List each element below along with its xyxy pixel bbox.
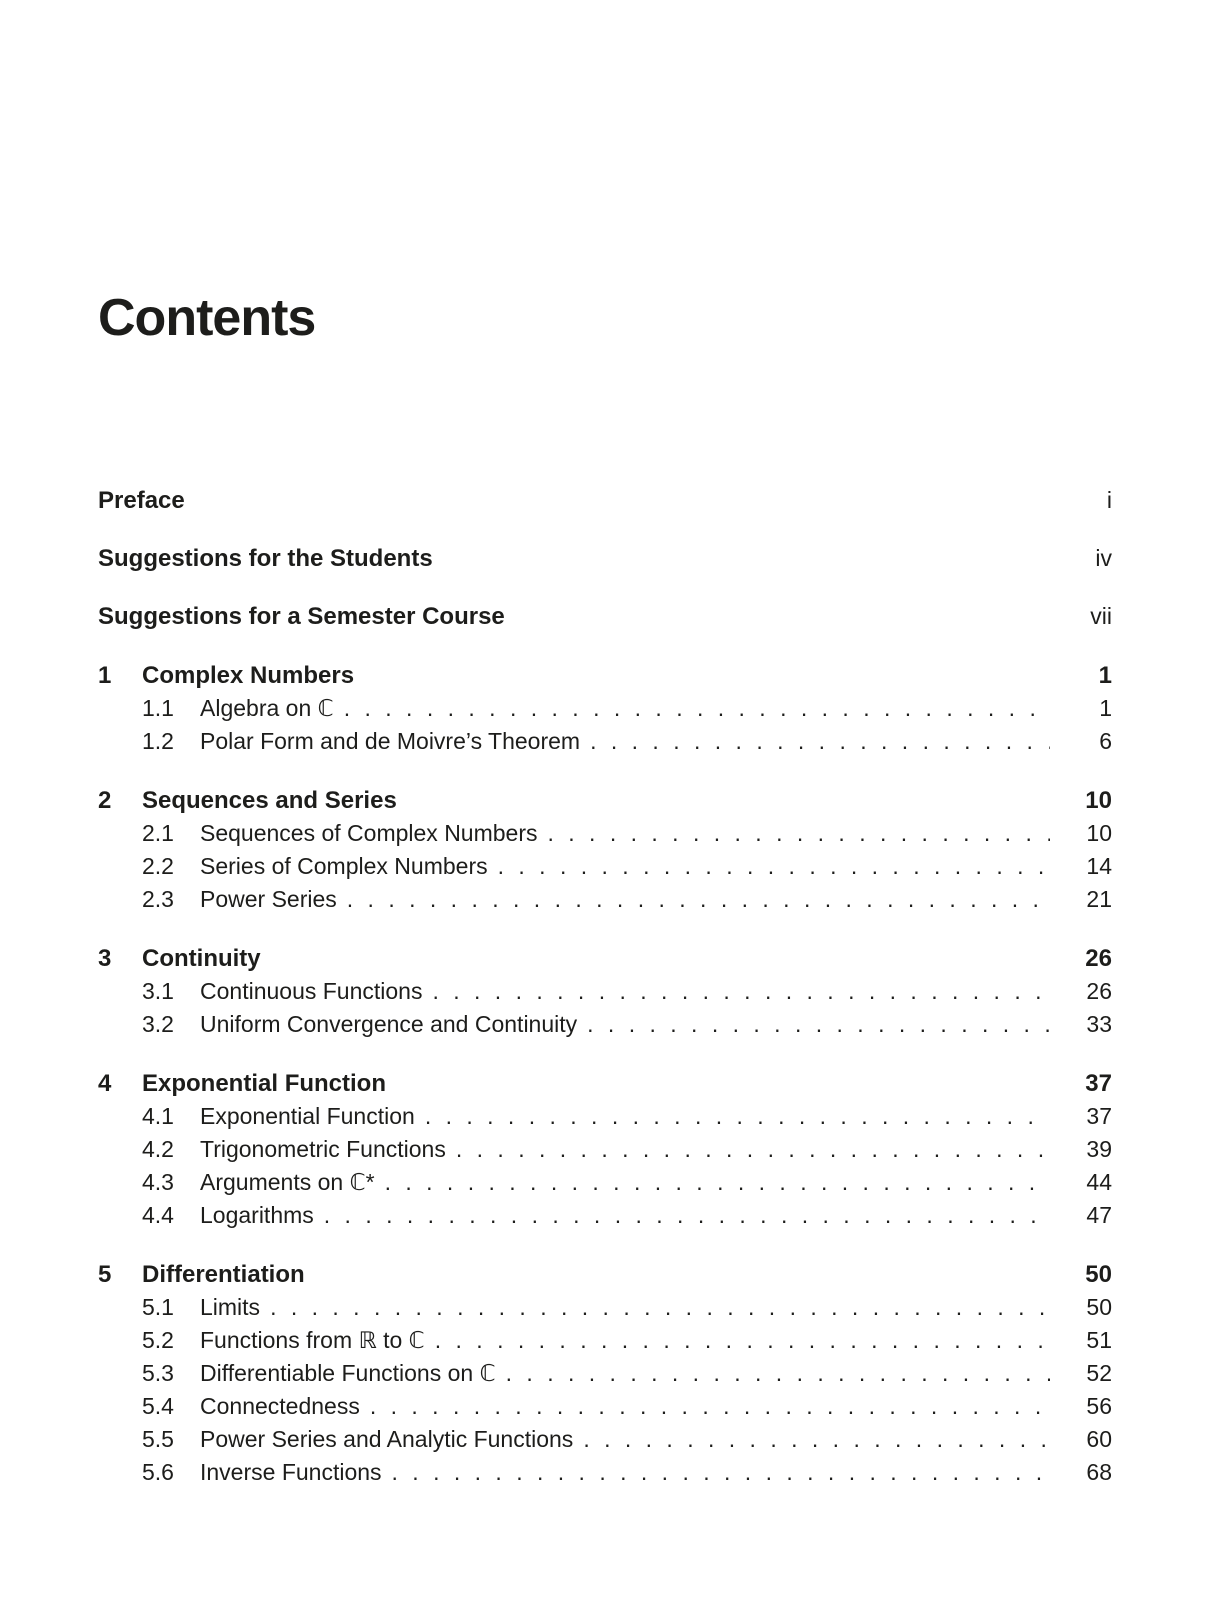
section-list	[98, 975, 1112, 1041]
section-page-number: 68	[1086, 1459, 1112, 1485]
section-page-number: 56	[1086, 1393, 1112, 1419]
section-page-number: 47	[1086, 1202, 1112, 1228]
section-page-number: 21	[1086, 886, 1112, 912]
section-number: 4.3	[142, 1169, 174, 1195]
front-matter-page-number: vii	[1090, 603, 1112, 629]
section-title: Differentiable Functions on ℂ	[200, 1360, 496, 1386]
chapter-page-number: 37	[1085, 1070, 1112, 1097]
dot-leader	[432, 975, 1050, 1008]
section-number: 2.2	[142, 853, 174, 879]
section-title: Polar Form and de Moivre’s Theorem	[200, 728, 581, 754]
section-title: Limits	[200, 1294, 261, 1320]
chapter-number: 3	[98, 945, 112, 972]
toc-section-entry	[98, 692, 1112, 725]
section-number: 4.2	[142, 1136, 174, 1162]
section-page-number: 39	[1086, 1136, 1112, 1162]
page-title: Contents	[98, 289, 316, 347]
section-title: Arguments on ℂ*	[200, 1169, 375, 1195]
section-title: Continuous Functions	[200, 978, 423, 1004]
section-page-number: 10	[1086, 820, 1112, 846]
section-title: Uniform Convergence and Continuity	[200, 1011, 578, 1037]
dot-leader	[590, 725, 1050, 758]
dot-leader	[385, 1166, 1050, 1199]
front-matter-label: Preface	[98, 487, 185, 514]
toc-chapter-group	[98, 784, 1112, 916]
chapter-title: Continuity	[142, 945, 261, 972]
section-page-number: 51	[1086, 1327, 1112, 1353]
section-number: 2.3	[142, 886, 174, 912]
front-matter-label: Suggestions for the Students	[98, 545, 433, 572]
section-title: Algebra on ℂ	[200, 695, 334, 721]
section-page-number: 33	[1086, 1011, 1112, 1037]
section-title: Sequences of Complex Numbers	[200, 820, 538, 846]
section-page-number: 1	[1099, 695, 1112, 721]
front-matter-list	[98, 485, 1112, 632]
toc-section-entry	[98, 850, 1112, 883]
chapter-number: 5	[98, 1261, 112, 1288]
section-list	[98, 1100, 1112, 1232]
section-title: Connectedness	[200, 1393, 360, 1419]
dot-leader	[347, 883, 1050, 916]
dot-leader	[456, 1133, 1050, 1166]
toc-chapter-entry	[98, 784, 1112, 817]
toc-chapter-entry	[98, 659, 1112, 692]
front-matter-page-number: i	[1106, 487, 1112, 513]
section-title: Inverse Functions	[200, 1459, 382, 1485]
section-title: Power Series	[200, 886, 337, 912]
chapter-title: Differentiation	[142, 1261, 305, 1288]
section-number: 5.2	[142, 1327, 174, 1353]
section-number: 1.1	[142, 695, 174, 721]
section-page-number: 26	[1086, 978, 1112, 1004]
section-page-number: 37	[1086, 1103, 1112, 1129]
toc-section-entry	[98, 1357, 1112, 1390]
toc-front-matter-entry	[98, 543, 1112, 574]
toc-section-entry	[98, 1199, 1112, 1232]
toc-section-entry	[98, 975, 1112, 1008]
toc-front-matter-entry	[98, 485, 1112, 516]
section-list	[98, 692, 1112, 758]
section-number: 5.6	[142, 1459, 174, 1485]
section-number: 3.2	[142, 1011, 174, 1037]
chapter-number: 4	[98, 1070, 112, 1097]
dot-leader	[344, 692, 1050, 725]
section-number: 3.1	[142, 978, 174, 1004]
toc-section-entry	[98, 725, 1112, 758]
toc-section-entry	[98, 1008, 1112, 1041]
chapter-title: Sequences and Series	[142, 787, 397, 814]
dot-leader	[498, 850, 1050, 883]
toc-chapter-group	[98, 1067, 1112, 1232]
section-number: 5.1	[142, 1294, 174, 1320]
chapter-page-number: 1	[1098, 662, 1112, 689]
toc-section-entry	[98, 1133, 1112, 1166]
chapter-list	[98, 659, 1112, 1489]
chapter-number: 2	[98, 787, 112, 814]
section-number: 2.1	[142, 820, 174, 846]
dot-leader	[425, 1100, 1050, 1133]
toc-section-entry	[98, 883, 1112, 916]
section-list	[98, 1291, 1112, 1489]
chapter-title: Complex Numbers	[142, 662, 355, 689]
dot-leader	[392, 1456, 1050, 1489]
toc-front-matter-entry	[98, 601, 1112, 632]
dot-leader	[370, 1390, 1050, 1423]
chapter-number: 1	[98, 662, 112, 689]
chapter-page-number: 10	[1085, 787, 1112, 814]
section-page-number: 52	[1086, 1360, 1112, 1386]
section-number: 5.5	[142, 1426, 174, 1452]
table-of-contents	[98, 287, 1112, 1489]
section-page-number: 6	[1099, 728, 1112, 754]
chapter-page-number: 50	[1085, 1261, 1112, 1288]
chapter-page-number: 26	[1085, 945, 1112, 972]
front-matter-label: Suggestions for a Semester Course	[98, 603, 505, 630]
dot-leader	[270, 1291, 1050, 1324]
toc-chapter-entry	[98, 1258, 1112, 1291]
toc-chapter-entry	[98, 1067, 1112, 1100]
toc-section-entry	[98, 817, 1112, 850]
section-number: 5.4	[142, 1393, 174, 1419]
section-number: 1.2	[142, 728, 174, 754]
dot-leader	[435, 1324, 1050, 1357]
toc-chapter-group	[98, 659, 1112, 758]
section-title: Power Series and Analytic Functions	[200, 1426, 574, 1452]
section-page-number: 44	[1086, 1169, 1112, 1195]
section-list	[98, 817, 1112, 916]
dot-leader	[324, 1199, 1050, 1232]
dot-leader	[548, 817, 1051, 850]
toc-chapter-entry	[98, 942, 1112, 975]
toc-section-entry	[98, 1291, 1112, 1324]
section-number: 5.3	[142, 1360, 174, 1386]
toc-section-entry	[98, 1423, 1112, 1456]
section-title: Functions from ℝ to ℂ	[200, 1327, 425, 1353]
toc-section-entry	[98, 1100, 1112, 1133]
section-page-number: 14	[1086, 853, 1112, 879]
chapter-title: Exponential Function	[142, 1070, 386, 1097]
section-title: Logarithms	[200, 1202, 314, 1228]
section-number: 4.1	[142, 1103, 174, 1129]
dot-leader	[583, 1423, 1050, 1456]
front-matter-page-number: iv	[1095, 545, 1112, 571]
section-title: Trigonometric Functions	[200, 1136, 446, 1162]
section-page-number: 60	[1086, 1426, 1112, 1452]
section-page-number: 50	[1086, 1294, 1112, 1320]
toc-section-entry	[98, 1166, 1112, 1199]
section-title: Series of Complex Numbers	[200, 853, 488, 879]
section-number: 4.4	[142, 1202, 174, 1228]
toc-section-entry	[98, 1390, 1112, 1423]
dot-leader	[506, 1357, 1050, 1390]
dot-leader	[587, 1008, 1050, 1041]
toc-section-entry	[98, 1456, 1112, 1489]
toc-chapter-group	[98, 1258, 1112, 1489]
toc-chapter-group	[98, 942, 1112, 1041]
toc-section-entry	[98, 1324, 1112, 1357]
section-title: Exponential Function	[200, 1103, 415, 1129]
